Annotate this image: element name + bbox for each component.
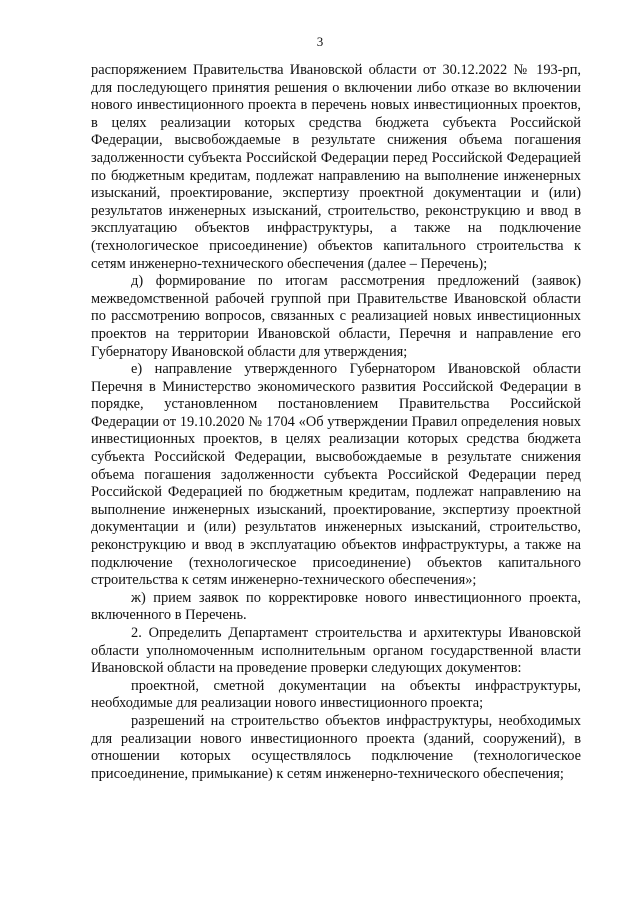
paragraph-building-permits: разрешений на строительство объектов инфраструктуры, необходимых для реализации нового инвестиционного проекта (зданий, сооружений), в отношении которых осуществлялось подключение (технологическое присоединение, примыкание) к сетям инженерно-технического обеспечения;: [91, 712, 581, 782]
paragraph-item-e: е) направление утвержденного Губернатором Ивановской области Перечня в Министерство экономического развития Российской Федерации в порядке, установленном постановлением Правительства Российской Федерации от 19.10.2020 № 1704 «Об утверждении Правил определения новых инвестиционных проектов, в целях реализации которых средства бюджета субъекта Российской Федерации, высвобождаемые в результате снижения объема погашения задолженности субъекта Российской Федерации перед Российской Федерацией по бюджетным кредитам, подлежат направлению на выполнение инженерных изысканий, проектирование, экспертизу проектной документации и (или) результатов инженерных изысканий, строительство, реконструкцию и ввод в эксплуатацию объектов инфраструктуры, а также на подключение (технологическое присоединение) объектов капитального строительства к сетям инженерно-технического обеспечения»;: [91, 361, 581, 589]
paragraph-clause-2: 2. Определить Департамент строительства и архитектуры Ивановской области уполномоченным исполнительным органом государственной власти Ивановской области на проведение проверки следующих документов:: [91, 625, 581, 677]
document-body: [91, 62, 581, 783]
page-number: 3: [316, 34, 324, 49]
paragraph-continuation: распоряжением Правительства Ивановской области от 30.12.2022 № 193-рп, для последующего принятия решения о включении либо отказе во включении нового инвестиционного проекта в перечень новых инвестиционных проектов, в целях реализации которых средства бюджета субъекта Российской Федерации, высвобождаемые в результате снижения объема погашения задолженности субъекта Российской Федерации перед Российской Федерацией по бюджетным кредитам, подлежат направлению на выполнение инженерных изысканий, проектирование, экспертизу проектной документации и (или) результатов инженерных изысканий, строительство, реконструкцию и ввод в эксплуатацию объектов инфраструктуры, а также на подключение (технологическое присоединение) объектов капитального строительства к сетям инженерно-технического обеспечения (далее – Перечень);: [91, 62, 581, 272]
paragraph-design-docs: проектной, сметной документации на объекты инфраструктуры, необходимые для реализации нового инвестиционного проекта;: [91, 677, 581, 712]
paragraph-item-zh: ж) прием заявок по корректировке нового инвестиционного проекта, включенного в Перечень.: [91, 589, 581, 624]
paragraph-item-d: д) формирование по итогам рассмотрения предложений (заявок) межведомственной рабочей группой при Правительстве Ивановской области по рассмотрению вопросов, связанных с реализацией новых инвестиционных проектов на территории Ивановской области, Перечня и направление его Губернатору Ивановской области для утверждения;: [91, 273, 581, 360]
